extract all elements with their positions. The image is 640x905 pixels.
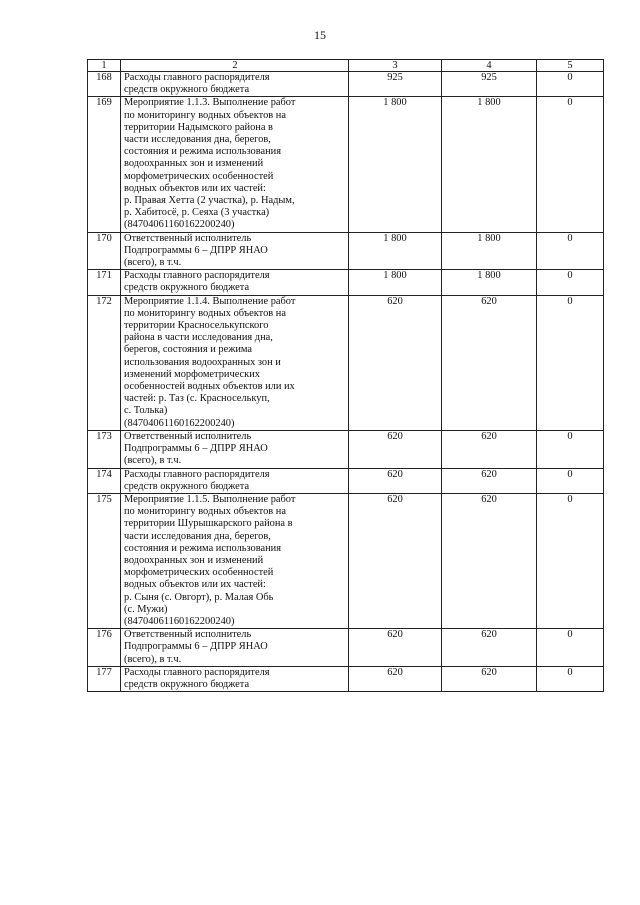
table-row [88,72,604,97]
table-row [88,430,604,468]
column-header-4: 4 [442,60,537,72]
column-header-3: 3 [349,60,442,72]
value-col5-cell: 0 [537,666,604,691]
value-col5-cell: 0 [537,97,604,232]
value-col3-cell: 1 800 [349,270,442,295]
table-row [88,629,604,667]
value-col4-cell: 620 [442,430,537,468]
row-number-cell: 171 [88,270,121,295]
value-col3-cell: 620 [349,430,442,468]
page-number: 15 [314,28,326,42]
row-description-cell: Мероприятие 1.1.3. Выполнение работ по мониторингу водных объектов на территории Надымского района в части исследования дна, берегов, состояния и режима использования водоохранных зон и изменений морфометрических особенностей водных объектов или их частей: р. Правая Хетта (2 участка), р. Надым, р. Хабитосё, р. Сеяха (3 участка) (84704061160162200240) [121,97,349,232]
value-col3-cell: 620 [349,629,442,667]
row-description-cell: Ответственный исполнитель Подпрограммы 6 – ДПРР ЯНАО (всего), в т.ч. [121,232,349,270]
value-col3-cell: 1 800 [349,97,442,232]
value-col5-cell: 0 [537,72,604,97]
value-col5-cell: 0 [537,430,604,468]
row-number-cell: 168 [88,72,121,97]
row-description-cell: Расходы главного распорядителя средств окружного бюджета [121,468,349,493]
table-row [88,468,604,493]
value-col4-cell: 1 800 [442,270,537,295]
value-col3-cell: 620 [349,493,442,628]
value-col4-cell: 620 [442,629,537,667]
table-row [88,493,604,628]
row-description-cell: Расходы главного распорядителя средств окружного бюджета [121,666,349,691]
value-col4-cell: 620 [442,295,537,430]
value-col5-cell: 0 [537,232,604,270]
row-number-cell: 169 [88,97,121,232]
table-row [88,295,604,430]
column-header-5: 5 [537,60,604,72]
column-header-2: 2 [121,60,349,72]
value-col4-cell: 620 [442,468,537,493]
row-number-cell: 172 [88,295,121,430]
row-number-cell: 173 [88,430,121,468]
value-col5-cell: 0 [537,270,604,295]
table-row [88,270,604,295]
column-header-1: 1 [88,60,121,72]
row-description-cell: Расходы главного распорядителя средств окружного бюджета [121,270,349,295]
table-row [88,666,604,691]
value-col4-cell: 925 [442,72,537,97]
row-number-cell: 177 [88,666,121,691]
value-col3-cell: 620 [349,295,442,430]
value-col4-cell: 620 [442,666,537,691]
row-number-cell: 170 [88,232,121,270]
row-description-cell: Расходы главного распорядителя средств окружного бюджета [121,72,349,97]
budget-table [87,59,604,692]
row-number-cell: 175 [88,493,121,628]
value-col4-cell: 1 800 [442,97,537,232]
row-description-cell: Мероприятие 1.1.4. Выполнение работ по мониторингу водных объектов на территории Красноселькупского района в части исследования дна, берегов, состояния и режима использования водоохранных зон и изменений морфометрических особенностей водных объектов или их частей: р. Таз (с. Красноселькуп, с. Толька) (84704061160162200240) [121,295,349,430]
value-col5-cell: 0 [537,629,604,667]
table-row [88,232,604,270]
table-header-row [88,60,604,72]
row-number-cell: 176 [88,629,121,667]
row-description-cell: Мероприятие 1.1.5. Выполнение работ по мониторингу водных объектов на территории Шурышкарского района в части исследования дна, берегов, состояния и режима использования водоохранных зон и изменений морфометрических особенностей водных объектов или их частей: р. Сыня (с. Овгорт), р. Малая Обь (с. Мужи) (84704061160162200240) [121,493,349,628]
value-col5-cell: 0 [537,468,604,493]
row-description-cell: Ответственный исполнитель Подпрограммы 6 – ДПРР ЯНАО (всего), в т.ч. [121,629,349,667]
value-col3-cell: 925 [349,72,442,97]
value-col3-cell: 620 [349,468,442,493]
value-col3-cell: 1 800 [349,232,442,270]
row-description-cell: Ответственный исполнитель Подпрограммы 6 – ДПРР ЯНАО (всего), в т.ч. [121,430,349,468]
value-col5-cell: 0 [537,295,604,430]
value-col5-cell: 0 [537,493,604,628]
table-row [88,97,604,232]
row-number-cell: 174 [88,468,121,493]
value-col3-cell: 620 [349,666,442,691]
value-col4-cell: 1 800 [442,232,537,270]
value-col4-cell: 620 [442,493,537,628]
